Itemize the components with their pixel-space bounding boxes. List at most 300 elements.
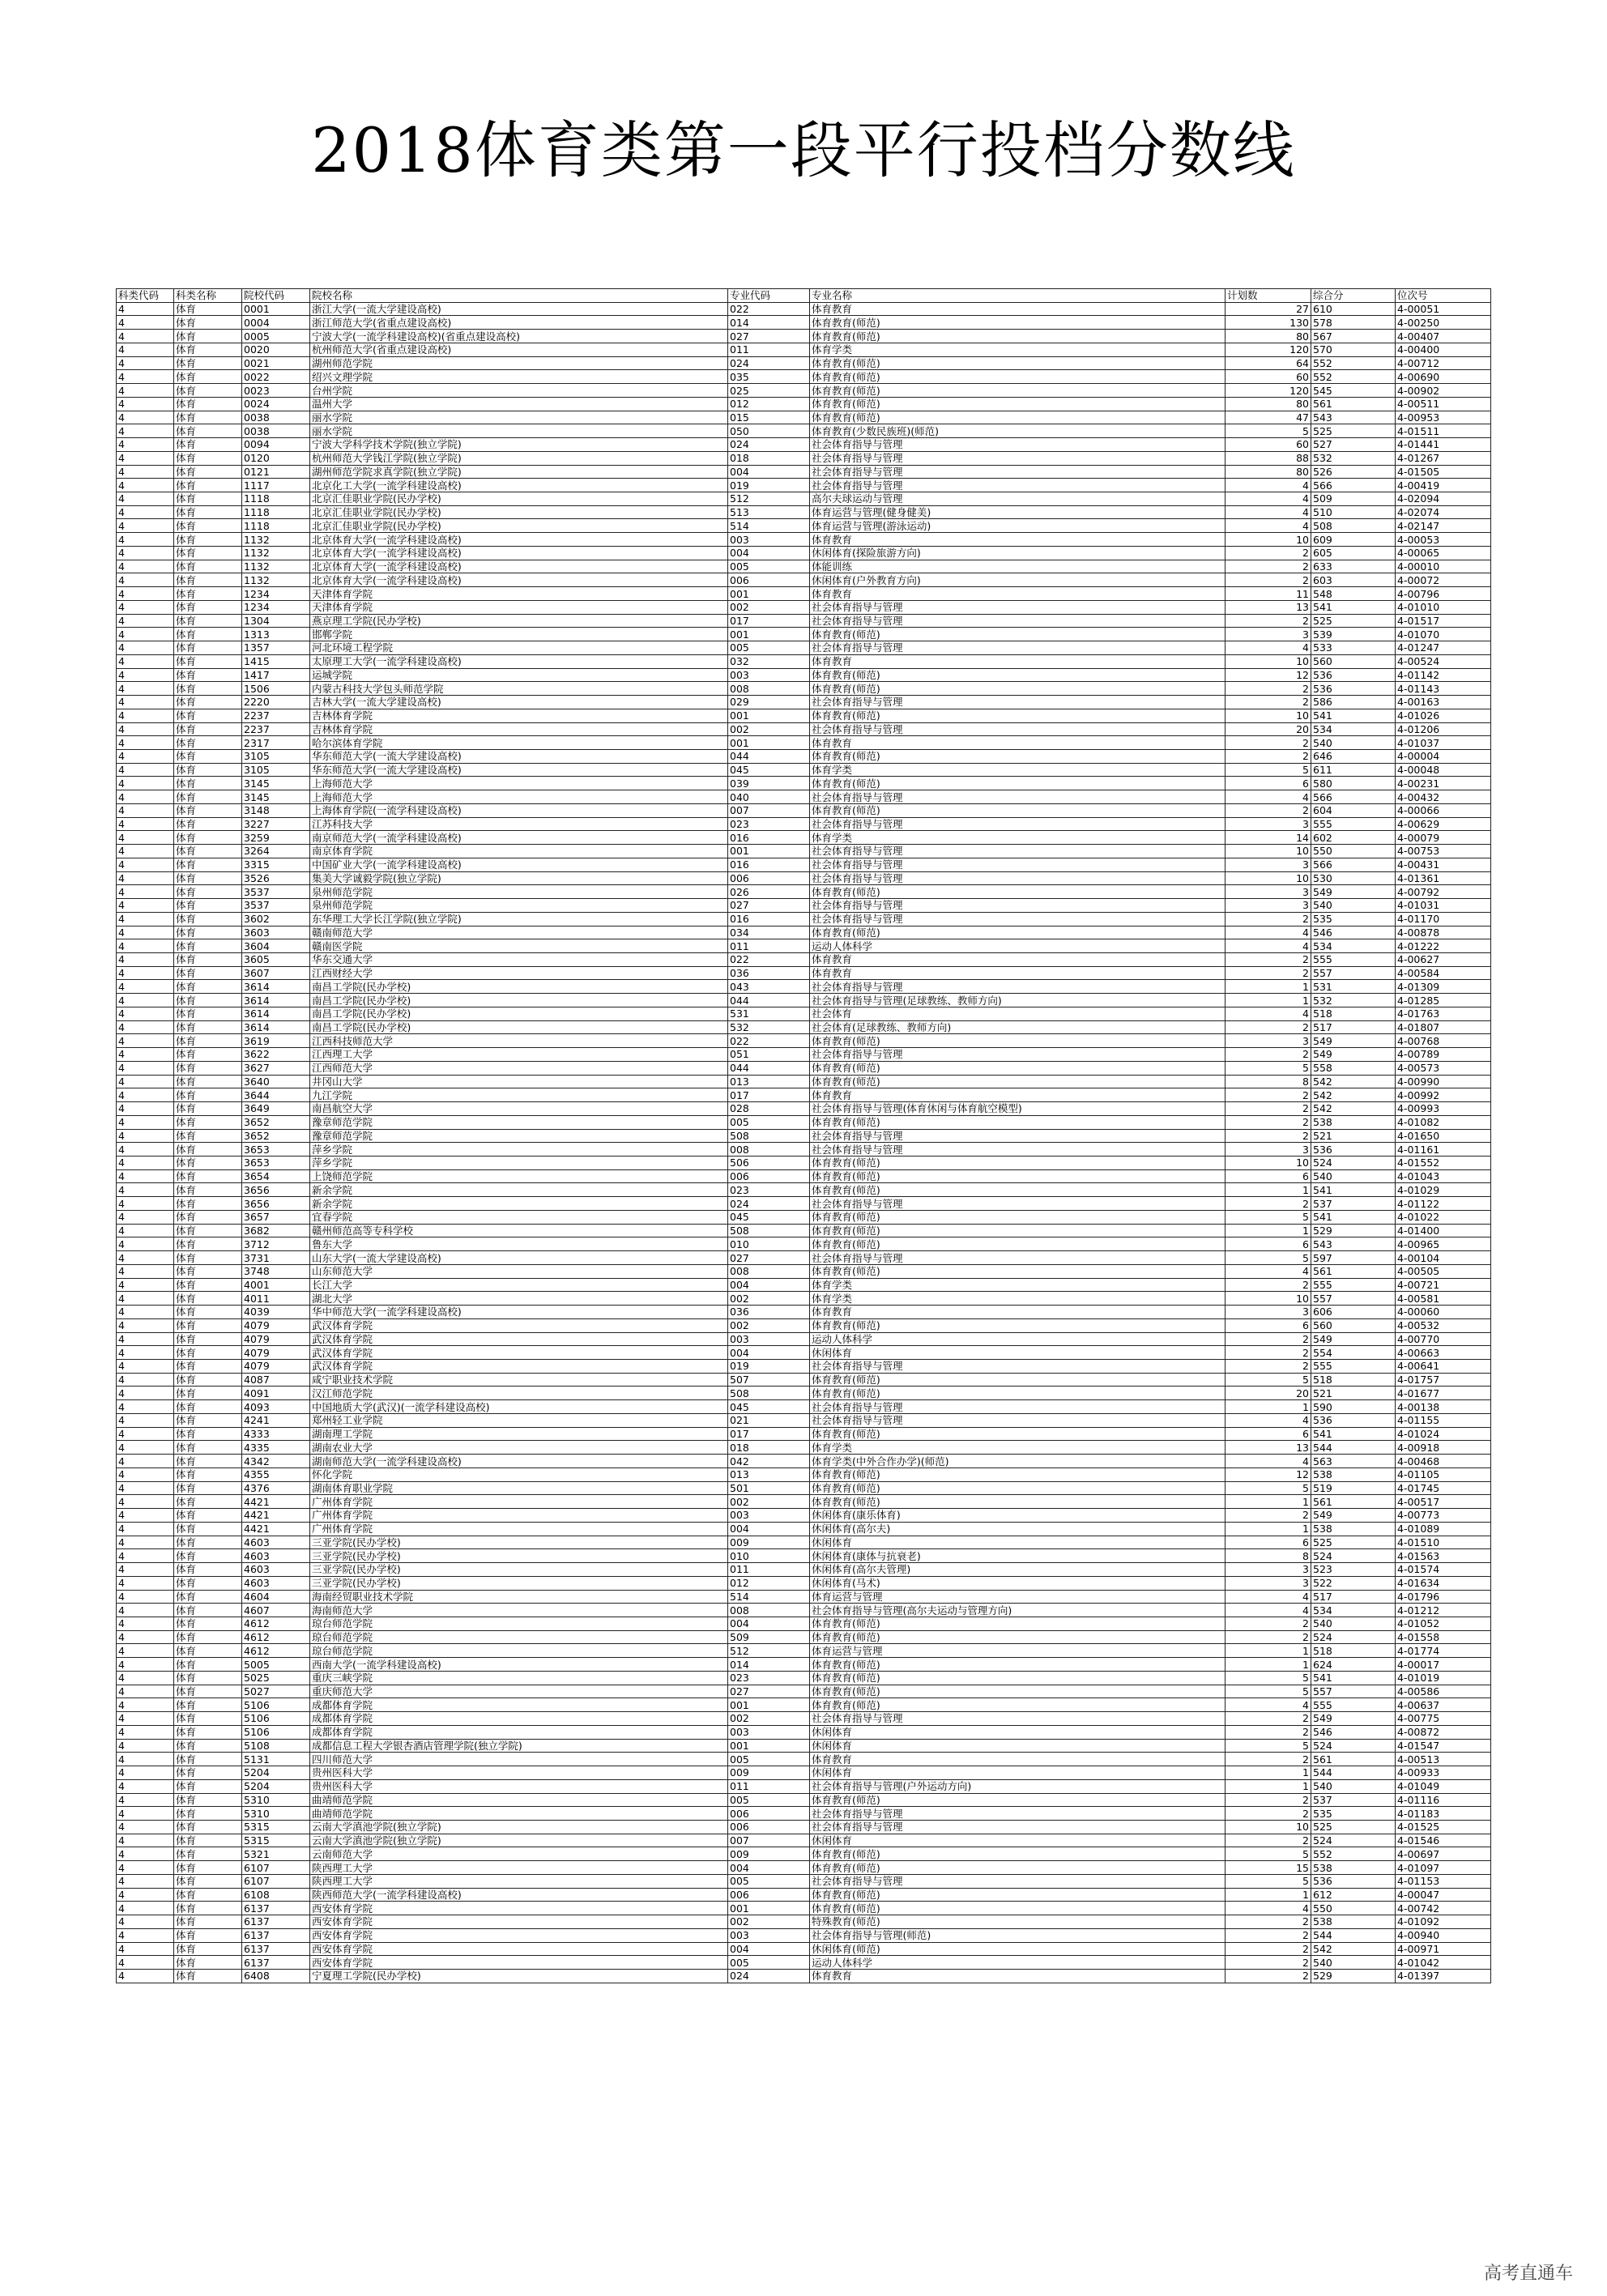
- header-cell: 院校代码: [242, 289, 310, 303]
- school-name-cell: 云南大学滇池学院(独立学院): [310, 1820, 728, 1834]
- plan-count-cell: 2: [1225, 1346, 1311, 1360]
- category-name-cell: 体育: [174, 871, 242, 885]
- table-row: [117, 614, 1491, 628]
- category-code-cell: 4: [117, 885, 174, 899]
- school-name-cell: 绍兴文理学院: [310, 370, 728, 384]
- major-name-cell: 社会体育指导与管理: [810, 1251, 1225, 1265]
- major-name-cell: 体育教育(师范): [810, 1481, 1225, 1495]
- school-name-cell: 北京化工大学(一流学科建设高校): [310, 479, 728, 492]
- score-cell: 546: [1311, 926, 1396, 939]
- score-cell: 541: [1311, 600, 1396, 614]
- plan-count-cell: 12: [1225, 1467, 1311, 1481]
- school-name-cell: 井冈山大学: [310, 1075, 728, 1088]
- plan-count-cell: 15: [1225, 1861, 1311, 1875]
- score-cell: 563: [1311, 1455, 1396, 1468]
- category-code-cell: 4: [117, 1590, 174, 1604]
- score-cell: 542: [1311, 1102, 1396, 1116]
- school-name-cell: 武汉体育学院: [310, 1360, 728, 1374]
- rank-cell: 4-00629: [1396, 817, 1491, 831]
- category-code-cell: 4: [117, 1467, 174, 1481]
- category-code-cell: 4: [117, 1604, 174, 1617]
- rank-cell: 4-01441: [1396, 438, 1491, 452]
- score-cell: 530: [1311, 871, 1396, 885]
- table-row: [117, 709, 1491, 722]
- category-name-cell: 体育: [174, 465, 242, 479]
- rank-cell: 4-00079: [1396, 831, 1491, 845]
- major-code-cell: 004: [728, 1617, 810, 1630]
- category-name-cell: 体育: [174, 696, 242, 709]
- score-cell: 540: [1311, 1617, 1396, 1630]
- plan-count-cell: 6: [1225, 1427, 1311, 1441]
- major-code-cell: 012: [728, 397, 810, 411]
- rank-cell: 4-01153: [1396, 1874, 1491, 1888]
- plan-count-cell: 2: [1225, 1915, 1311, 1929]
- table-row: [117, 1739, 1491, 1753]
- category-code-cell: 4: [117, 1766, 174, 1780]
- major-name-cell: 休闲体育(康体与抗衰老): [810, 1549, 1225, 1563]
- table-row: [117, 1902, 1491, 1915]
- category-code-cell: 4: [117, 709, 174, 722]
- rank-cell: 4-01807: [1396, 1020, 1491, 1034]
- plan-count-cell: 3: [1225, 858, 1311, 871]
- plan-count-cell: 2: [1225, 952, 1311, 966]
- school-code-cell: 3748: [242, 1264, 310, 1278]
- rank-cell: 4-01510: [1396, 1536, 1491, 1549]
- school-code-cell: 3105: [242, 763, 310, 777]
- major-code-cell: 026: [728, 885, 810, 899]
- table-row: [117, 912, 1491, 926]
- school-name-cell: 中国地质大学(武汉)(一流学科建设高校): [310, 1400, 728, 1414]
- category-code-cell: 4: [117, 1427, 174, 1441]
- rank-cell: 4-00990: [1396, 1075, 1491, 1088]
- score-cell: 538: [1311, 1861, 1396, 1875]
- category-code-cell: 4: [117, 966, 174, 980]
- major-code-cell: 003: [728, 1928, 810, 1942]
- category-code-cell: 4: [117, 1942, 174, 1956]
- plan-count-cell: 2: [1225, 1278, 1311, 1292]
- rank-cell: 4-00773: [1396, 1509, 1491, 1523]
- school-code-cell: 0024: [242, 397, 310, 411]
- plan-count-cell: 3: [1225, 1034, 1311, 1048]
- table-row: [117, 1766, 1491, 1780]
- category-name-cell: 体育: [174, 1292, 242, 1306]
- category-code-cell: 4: [117, 519, 174, 533]
- school-name-cell: 郑州轻工业学院: [310, 1413, 728, 1427]
- school-name-cell: 东华理工大学长江学院(独立学院): [310, 912, 728, 926]
- rank-cell: 4-00400: [1396, 343, 1491, 356]
- score-cell: 561: [1311, 1264, 1396, 1278]
- category-name-cell: 体育: [174, 1102, 242, 1116]
- category-name-cell: 体育: [174, 1888, 242, 1902]
- rank-cell: 4-01525: [1396, 1820, 1491, 1834]
- category-code-cell: 4: [117, 479, 174, 492]
- category-name-cell: 体育: [174, 939, 242, 953]
- table-row: [117, 1306, 1491, 1319]
- school-name-cell: 江西理工大学: [310, 1048, 728, 1062]
- plan-count-cell: 64: [1225, 356, 1311, 370]
- plan-count-cell: 2: [1225, 803, 1311, 817]
- table-row: [117, 1264, 1491, 1278]
- score-cell: 534: [1311, 1604, 1396, 1617]
- category-name-cell: 体育: [174, 1441, 242, 1455]
- category-name-cell: 体育: [174, 1902, 242, 1915]
- category-name-cell: 体育: [174, 1928, 242, 1942]
- school-code-cell: 5315: [242, 1834, 310, 1847]
- plan-count-cell: 1: [1225, 1400, 1311, 1414]
- category-name-cell: 体育: [174, 1306, 242, 1319]
- school-code-cell: 1132: [242, 546, 310, 560]
- table-row: [117, 1088, 1491, 1102]
- plan-count-cell: 1: [1225, 980, 1311, 994]
- plan-count-cell: 10: [1225, 1292, 1311, 1306]
- table-row: [117, 777, 1491, 790]
- table-row: [117, 1360, 1491, 1374]
- major-code-cell: 017: [728, 614, 810, 628]
- school-name-cell: 山东师范大学: [310, 1264, 728, 1278]
- rank-cell: 4-01037: [1396, 736, 1491, 750]
- category-code-cell: 4: [117, 1360, 174, 1374]
- major-name-cell: 休闲体育: [810, 1725, 1225, 1739]
- school-name-cell: 北京体育大学(一流学科建设高校): [310, 573, 728, 587]
- category-name-cell: 体育: [174, 1956, 242, 1970]
- major-code-cell: 001: [728, 587, 810, 601]
- rank-cell: 4-00789: [1396, 1048, 1491, 1062]
- major-name-cell: 体育运营与管理: [810, 1644, 1225, 1658]
- major-name-cell: 社会体育指导与管理: [810, 479, 1225, 492]
- rank-cell: 4-00065: [1396, 546, 1491, 560]
- rank-cell: 4-01552: [1396, 1157, 1491, 1170]
- rank-cell: 4-01400: [1396, 1224, 1491, 1237]
- score-cell: 532: [1311, 451, 1396, 465]
- score-cell: 549: [1311, 1034, 1396, 1048]
- score-cell: 510: [1311, 505, 1396, 519]
- score-cell: 531: [1311, 980, 1396, 994]
- school-name-cell: 咸宁职业技术学院: [310, 1373, 728, 1387]
- category-name-cell: 体育: [174, 1183, 242, 1197]
- major-name-cell: 体育教育: [810, 533, 1225, 547]
- category-code-cell: 4: [117, 682, 174, 696]
- plan-count-cell: 3: [1225, 1306, 1311, 1319]
- category-name-cell: 体育: [174, 749, 242, 763]
- plan-count-cell: 13: [1225, 600, 1311, 614]
- major-name-cell: 体育教育(师范): [810, 1183, 1225, 1197]
- category-name-cell: 体育: [174, 668, 242, 682]
- rank-cell: 4-00742: [1396, 1902, 1491, 1915]
- major-code-cell: 027: [728, 1251, 810, 1265]
- major-code-cell: 004: [728, 1942, 810, 1956]
- plan-count-cell: 2: [1225, 1712, 1311, 1726]
- school-name-cell: 萍乡学院: [310, 1157, 728, 1170]
- school-code-cell: 5321: [242, 1847, 310, 1861]
- major-code-cell: 004: [728, 1861, 810, 1875]
- major-code-cell: 006: [728, 573, 810, 587]
- rank-cell: 4-01267: [1396, 451, 1491, 465]
- school-code-cell: 6108: [242, 1888, 310, 1902]
- category-code-cell: 4: [117, 980, 174, 994]
- rank-cell: 4-00940: [1396, 1928, 1491, 1942]
- school-code-cell: 4421: [242, 1522, 310, 1536]
- major-name-cell: 体育教育(师范): [810, 1318, 1225, 1332]
- rank-cell: 4-00517: [1396, 1495, 1491, 1509]
- major-code-cell: 501: [728, 1481, 810, 1495]
- rank-cell: 4-01511: [1396, 424, 1491, 438]
- score-cell: 555: [1311, 817, 1396, 831]
- rank-cell: 4-00953: [1396, 411, 1491, 424]
- plan-count-cell: 130: [1225, 316, 1311, 330]
- category-name-cell: 体育: [174, 411, 242, 424]
- rank-cell: 4-00690: [1396, 370, 1491, 384]
- table-row: [117, 1467, 1491, 1481]
- category-code-cell: 4: [117, 1834, 174, 1847]
- category-code-cell: 4: [117, 1630, 174, 1644]
- major-name-cell: 社会体育指导与管理: [810, 790, 1225, 804]
- score-cell: 532: [1311, 994, 1396, 1007]
- school-name-cell: 广州体育学院: [310, 1509, 728, 1523]
- school-name-cell: 三亚学院(民办学校): [310, 1549, 728, 1563]
- category-name-cell: 体育: [174, 1387, 242, 1400]
- plan-count-cell: 3: [1225, 817, 1311, 831]
- table-row: [117, 1617, 1491, 1630]
- major-code-cell: 002: [728, 1495, 810, 1509]
- school-name-cell: 贵州医科大学: [310, 1779, 728, 1793]
- table-row: [117, 397, 1491, 411]
- major-code-cell: 012: [728, 1576, 810, 1590]
- score-cell: 536: [1311, 1143, 1396, 1157]
- major-code-cell: 044: [728, 994, 810, 1007]
- table-row: [117, 1590, 1491, 1604]
- plan-count-cell: 3: [1225, 885, 1311, 899]
- major-name-cell: 社会体育指导与管理: [810, 1807, 1225, 1821]
- category-name-cell: 体育: [174, 1685, 242, 1698]
- plan-count-cell: 1: [1225, 1224, 1311, 1237]
- category-name-cell: 体育: [174, 1400, 242, 1414]
- score-cell: 609: [1311, 533, 1396, 547]
- school-name-cell: 集美大学诚毅学院(独立学院): [310, 871, 728, 885]
- category-code-cell: 4: [117, 302, 174, 316]
- category-name-cell: 体育: [174, 1210, 242, 1224]
- category-code-cell: 4: [117, 1820, 174, 1834]
- rank-cell: 4-02147: [1396, 519, 1491, 533]
- school-code-cell: 6137: [242, 1902, 310, 1915]
- table-row: [117, 885, 1491, 899]
- rank-cell: 4-00971: [1396, 1942, 1491, 1956]
- table-row: [117, 479, 1491, 492]
- school-code-cell: 3602: [242, 912, 310, 926]
- school-code-cell: 3644: [242, 1088, 310, 1102]
- rank-cell: 4-01547: [1396, 1739, 1491, 1753]
- major-code-cell: 001: [728, 736, 810, 750]
- rank-cell: 4-00066: [1396, 803, 1491, 817]
- rank-cell: 4-01361: [1396, 871, 1491, 885]
- school-name-cell: 天津体育学院: [310, 600, 728, 614]
- table-row: [117, 1129, 1491, 1143]
- school-name-cell: 赣州师范高等专科学校: [310, 1224, 728, 1237]
- plan-count-cell: 10: [1225, 845, 1311, 858]
- school-name-cell: 新余学院: [310, 1183, 728, 1197]
- major-name-cell: 休闲体育(师范): [810, 1942, 1225, 1956]
- category-name-cell: 体育: [174, 682, 242, 696]
- major-name-cell: 体育教育(师范): [810, 668, 1225, 682]
- major-code-cell: 034: [728, 926, 810, 939]
- major-code-cell: 013: [728, 1075, 810, 1088]
- category-name-cell: 体育: [174, 573, 242, 587]
- category-name-cell: 体育: [174, 654, 242, 668]
- category-code-cell: 4: [117, 994, 174, 1007]
- score-cell: 554: [1311, 1346, 1396, 1360]
- score-cell: 540: [1311, 1956, 1396, 1970]
- score-cell: 525: [1311, 614, 1396, 628]
- table-row: [117, 722, 1491, 736]
- major-name-cell: 体育教育(师范): [810, 1902, 1225, 1915]
- table-row: [117, 1753, 1491, 1766]
- major-code-cell: 008: [728, 1264, 810, 1278]
- score-cell: 529: [1311, 1224, 1396, 1237]
- school-name-cell: 宜春学院: [310, 1210, 728, 1224]
- major-code-cell: 004: [728, 1346, 810, 1360]
- school-code-cell: 3614: [242, 1007, 310, 1020]
- rank-cell: 4-00768: [1396, 1034, 1491, 1048]
- table-row: [117, 980, 1491, 994]
- major-name-cell: 体育教育(师范): [810, 926, 1225, 939]
- plan-count-cell: 20: [1225, 1387, 1311, 1400]
- score-cell: 612: [1311, 1888, 1396, 1902]
- table-row: [117, 519, 1491, 533]
- rank-cell: 4-01155: [1396, 1413, 1491, 1427]
- major-name-cell: 社会体育指导与管理: [810, 1360, 1225, 1374]
- major-code-cell: 029: [728, 696, 810, 709]
- major-name-cell: 体育教育: [810, 1088, 1225, 1102]
- plan-count-cell: 6: [1225, 777, 1311, 790]
- major-code-cell: 024: [728, 1970, 810, 1983]
- table-row: [117, 1237, 1491, 1251]
- school-name-cell: 湖南体育职业学院: [310, 1481, 728, 1495]
- score-cell: 546: [1311, 1725, 1396, 1739]
- school-name-cell: 浙江师范大学(省重点建设高校): [310, 316, 728, 330]
- school-name-cell: 华东师范大学(一流大学建设高校): [310, 749, 728, 763]
- school-code-cell: 3614: [242, 994, 310, 1007]
- school-name-cell: 上海师范大学: [310, 777, 728, 790]
- school-name-cell: 三亚学院(民办学校): [310, 1536, 728, 1549]
- page-title: 2018体育类第一段平行投档分数线: [311, 114, 1296, 186]
- school-name-cell: 燕京理工学院(民办学校): [310, 614, 728, 628]
- major-code-cell: 001: [728, 1902, 810, 1915]
- major-code-cell: 508: [728, 1129, 810, 1143]
- plan-count-cell: 2: [1225, 1197, 1311, 1211]
- major-code-cell: 002: [728, 1712, 810, 1726]
- rank-cell: 4-01092: [1396, 1915, 1491, 1929]
- rank-cell: 4-00581: [1396, 1292, 1491, 1306]
- major-name-cell: 体育教育(师范): [810, 1387, 1225, 1400]
- table-row: [117, 952, 1491, 966]
- table-row: [117, 1427, 1491, 1441]
- rank-cell: 4-01505: [1396, 465, 1491, 479]
- score-cell: 549: [1311, 1509, 1396, 1523]
- header-cell: 专业代码: [728, 289, 810, 303]
- category-name-cell: 体育: [174, 1807, 242, 1821]
- school-name-cell: 北京汇佳职业学院(民办学校): [310, 519, 728, 533]
- table-row: [117, 600, 1491, 614]
- school-code-cell: 6137: [242, 1928, 310, 1942]
- major-name-cell: 社会体育指导与管理(户外运动方向): [810, 1779, 1225, 1793]
- table-row: [117, 1942, 1491, 1956]
- rank-cell: 4-00712: [1396, 356, 1491, 370]
- category-name-cell: 体育: [174, 424, 242, 438]
- category-name-cell: 体育: [174, 1034, 242, 1048]
- category-code-cell: 4: [117, 1157, 174, 1170]
- major-name-cell: 体育教育(师范): [810, 330, 1225, 343]
- score-cell: 536: [1311, 1413, 1396, 1427]
- school-name-cell: 赣南师范大学: [310, 926, 728, 939]
- major-name-cell: 社会体育指导与管理: [810, 696, 1225, 709]
- rank-cell: 4-01309: [1396, 980, 1491, 994]
- school-code-cell: 3148: [242, 803, 310, 817]
- category-name-cell: 体育: [174, 1197, 242, 1211]
- category-code-cell: 4: [117, 628, 174, 641]
- table-row: [117, 573, 1491, 587]
- plan-count-cell: 1: [1225, 1495, 1311, 1509]
- major-code-cell: 040: [728, 790, 810, 804]
- school-code-cell: 1417: [242, 668, 310, 682]
- score-cell: 508: [1311, 519, 1396, 533]
- category-code-cell: 4: [117, 1576, 174, 1590]
- school-name-cell: 吉林体育学院: [310, 722, 728, 736]
- category-name-cell: 体育: [174, 1455, 242, 1468]
- plan-count-cell: 4: [1225, 492, 1311, 506]
- rank-cell: 4-00573: [1396, 1061, 1491, 1075]
- table-row: [117, 1793, 1491, 1807]
- major-name-cell: 体育教育: [810, 966, 1225, 980]
- score-cell: 539: [1311, 628, 1396, 641]
- category-name-cell: 体育: [174, 628, 242, 641]
- major-name-cell: 休闲体育(高尔夫): [810, 1522, 1225, 1536]
- school-name-cell: 南京师范大学(一流学科建设高校): [310, 831, 728, 845]
- category-name-cell: 体育: [174, 1712, 242, 1726]
- category-name-cell: 体育: [174, 1590, 242, 1604]
- school-code-cell: 3712: [242, 1237, 310, 1251]
- category-name-cell: 体育: [174, 1427, 242, 1441]
- score-cell: 535: [1311, 1807, 1396, 1821]
- rank-cell: 4-01558: [1396, 1630, 1491, 1644]
- major-code-cell: 004: [728, 465, 810, 479]
- major-name-cell: 体育学类: [810, 343, 1225, 356]
- plan-count-cell: 2: [1225, 682, 1311, 696]
- score-cell: 560: [1311, 1318, 1396, 1332]
- table-row: [117, 763, 1491, 777]
- category-code-cell: 4: [117, 1807, 174, 1821]
- school-code-cell: 6107: [242, 1861, 310, 1875]
- school-name-cell: 武汉体育学院: [310, 1318, 728, 1332]
- school-code-cell: 4612: [242, 1617, 310, 1630]
- category-name-cell: 体育: [174, 1169, 242, 1183]
- major-name-cell: 体育教育(师范): [810, 1467, 1225, 1481]
- major-name-cell: 休闲体育: [810, 1739, 1225, 1753]
- major-name-cell: 体育教育(师范): [810, 1427, 1225, 1441]
- school-code-cell: 4241: [242, 1413, 310, 1427]
- school-code-cell: 4603: [242, 1563, 310, 1577]
- major-name-cell: 体育学类: [810, 1278, 1225, 1292]
- category-code-cell: 4: [117, 858, 174, 871]
- plan-count-cell: 2: [1225, 1102, 1311, 1116]
- score-cell: 540: [1311, 736, 1396, 750]
- category-name-cell: 体育: [174, 1698, 242, 1712]
- category-name-cell: 体育: [174, 1264, 242, 1278]
- rank-cell: 4-01043: [1396, 1169, 1491, 1183]
- score-cell: 603: [1311, 573, 1396, 587]
- major-code-cell: 002: [728, 1318, 810, 1332]
- major-name-cell: 社会体育指导与管理: [810, 980, 1225, 994]
- category-name-cell: 体育: [174, 384, 242, 398]
- major-name-cell: 体育教育(师范): [810, 1861, 1225, 1875]
